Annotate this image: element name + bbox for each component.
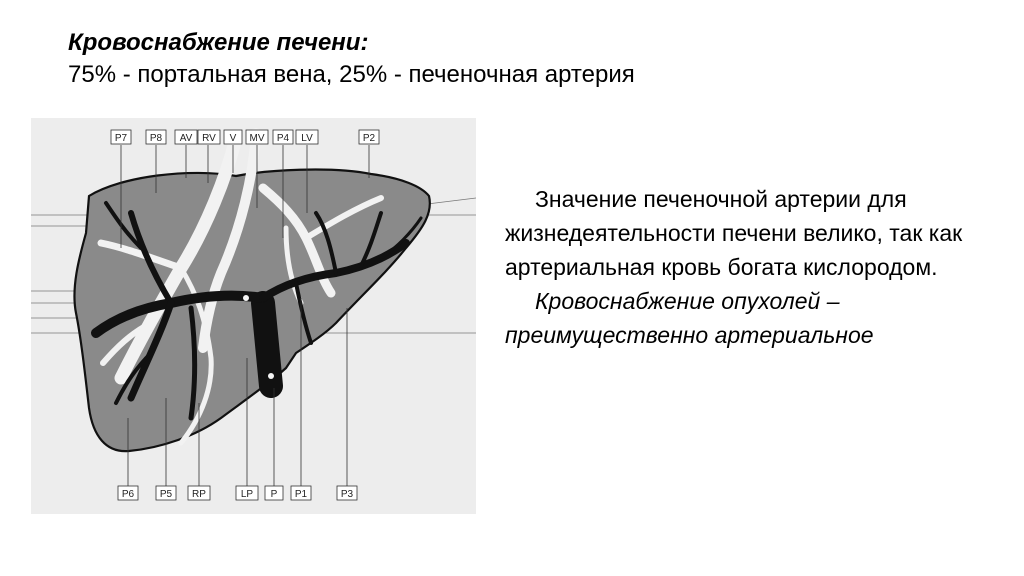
slide-title: Кровоснабжение печени:: [68, 29, 369, 56]
label-top-p8: P8: [149, 133, 163, 144]
label-bottom-lp: LP: [240, 489, 254, 500]
label-top-p4: P4: [276, 133, 290, 144]
liver-diagram: [31, 118, 476, 514]
liver-segments-figure: [31, 118, 476, 514]
paragraph-artery-importance: Значение печеночной артерии для жизнедеятельности печени велико, так как артериальная кровь богата кислородом.: [505, 186, 963, 280]
label-top-lv: LV: [301, 133, 313, 144]
paragraph-tumor-supply: Кровоснабжение опухолей – преимущественно артериальное: [505, 288, 874, 348]
label-bottom-p5: P5: [159, 489, 173, 500]
label-bottom-rp: RP: [192, 489, 206, 500]
body-text: [505, 182, 1005, 352]
label-bottom-p6: P6: [121, 489, 135, 500]
label-top-rv: RV: [202, 133, 216, 144]
label-bottom-p1: P1: [294, 489, 308, 500]
label-bottom-p3: P3: [340, 489, 354, 500]
slide-subtitle: 75% - портальная вена, 25% - печеночная артерия: [68, 61, 635, 88]
label-top-p2: P2: [362, 133, 376, 144]
label-top-p7: P7: [114, 133, 128, 144]
bottom-segment-labels: [118, 486, 357, 500]
label-top-av: AV: [179, 133, 193, 144]
top-segment-labels: [111, 130, 379, 144]
label-bottom-p: P: [270, 489, 278, 500]
label-top-v: V: [229, 133, 237, 144]
label-top-mv: MV: [249, 133, 265, 144]
